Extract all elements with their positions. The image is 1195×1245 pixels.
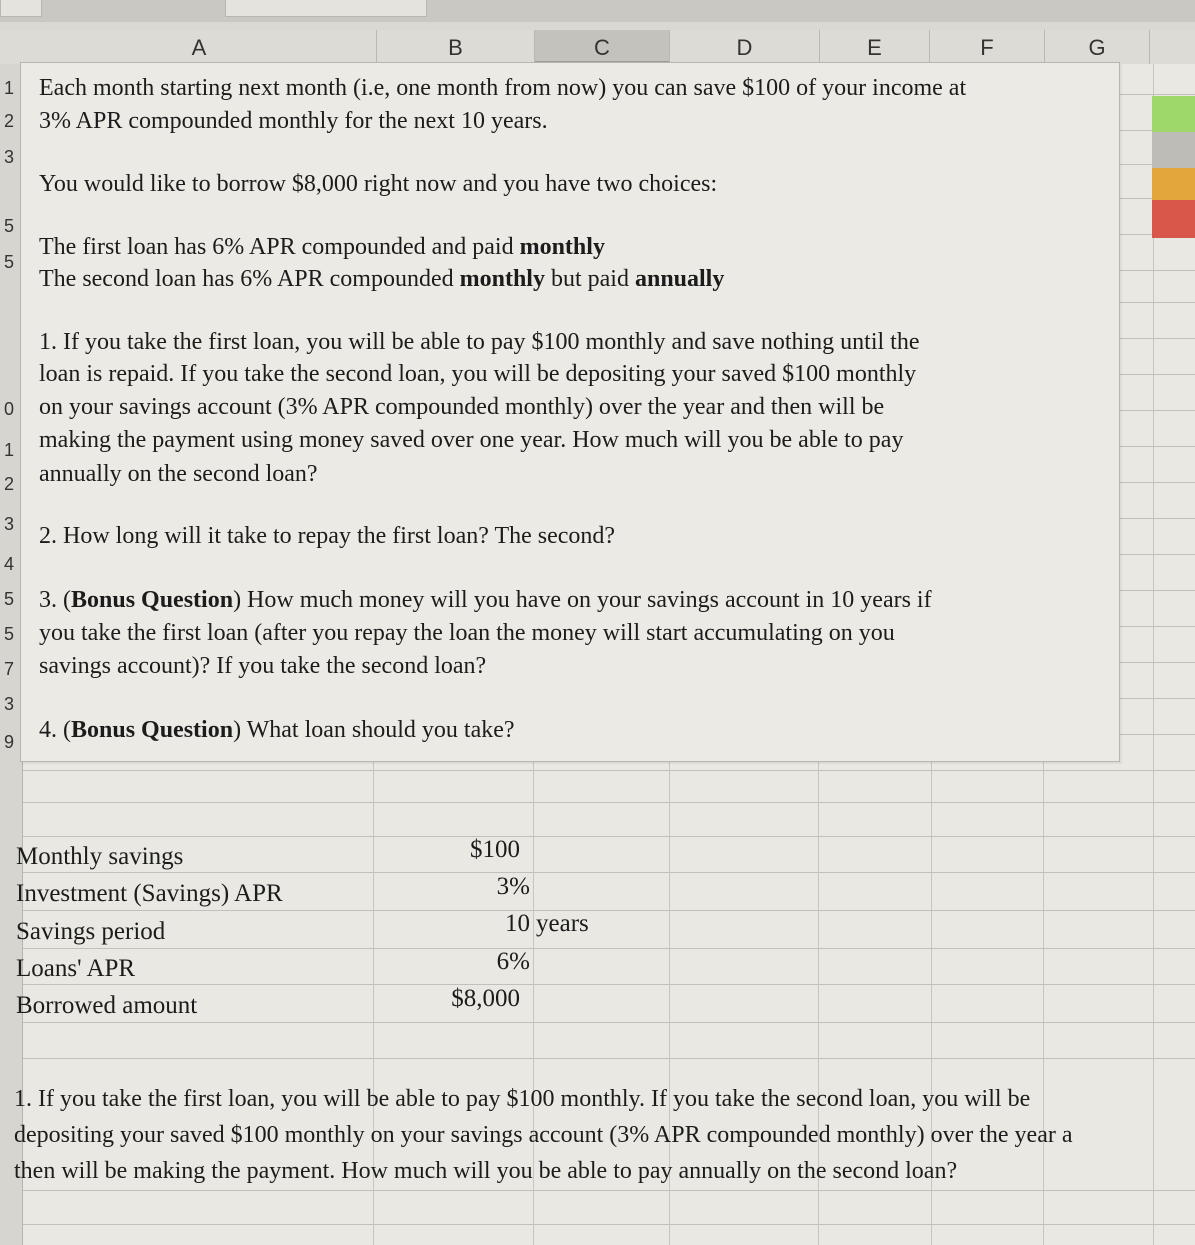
row-number[interactable]: 7	[3, 659, 14, 679]
question-1-line: annually on the second loan?	[39, 461, 318, 487]
column-header-row	[0, 30, 1195, 65]
row-number[interactable]: 2	[3, 474, 14, 494]
question-3-line: 3. (Bonus Question) How much money will you have on your savings account in 10 years if	[39, 587, 932, 613]
borrowed-amount-label[interactable]: Borrowed amount	[16, 992, 198, 1019]
question-1-line: on your savings account (3% APR compounded monthly) over the year and then will be	[39, 394, 885, 420]
savings-apr-value[interactable]: 3%	[496, 873, 530, 900]
row-number[interactable]: 2	[3, 111, 14, 131]
sheet-tab[interactable]	[225, 0, 427, 17]
row-number[interactable]: 9	[3, 732, 14, 752]
question-2-line: 2. How long will it take to repay the first loan? The second?	[39, 523, 616, 549]
row-number[interactable]: 5	[3, 252, 14, 272]
borrowed-amount-value[interactable]: $8,000	[451, 985, 520, 1012]
question-1-line: making the payment using money saved over one year. How much will you be able to pay	[39, 427, 904, 453]
borrow-line: You would like to borrow $8,000 right now and you have two choices:	[39, 171, 718, 197]
question-cell-line[interactable]: depositing your saved $100 monthly on your savings account (3% APR compounded monthly) over the year a	[14, 1122, 1073, 1148]
monthly-savings-value[interactable]: $100	[470, 836, 520, 863]
column-header-e[interactable]: E	[820, 30, 930, 64]
question-3-line: savings account)? If you take the second loan?	[39, 653, 487, 679]
question-cell-line[interactable]: 1. If you take the first loan, you will be able to pay $100 monthly. If you take the second loan, you will be	[14, 1086, 1031, 1112]
column-header-f[interactable]: F	[930, 30, 1045, 64]
row-number[interactable]: 5	[3, 216, 14, 236]
row-number[interactable]: 0	[3, 399, 14, 419]
column-header-d[interactable]: D	[670, 30, 820, 64]
intro-line: Each month starting next month (i.e, one month from now) you can save $100 of your income at	[39, 75, 967, 101]
color-fill-cell[interactable]	[1152, 96, 1195, 132]
row-number[interactable]: 3	[3, 147, 14, 167]
loan1-line: The first loan has 6% APR compounded and paid monthly	[39, 234, 605, 260]
window-top-strip	[0, 0, 1195, 22]
problem-text-box[interactable]	[20, 62, 1120, 762]
question-1-line: 1. If you take the first loan, you will be able to pay $100 monthly and save nothing until the	[39, 329, 920, 355]
row-number[interactable]: 5	[3, 589, 14, 609]
row-number[interactable]: 1	[3, 78, 14, 98]
savings-apr-label[interactable]: Investment (Savings) APR	[16, 880, 283, 907]
monthly-savings-label[interactable]: Monthly savings	[16, 843, 184, 870]
sheet-tab[interactable]	[0, 0, 42, 17]
row-number[interactable]: 3	[3, 694, 14, 714]
row-number[interactable]: 5	[3, 624, 14, 644]
savings-period-value[interactable]: 10	[505, 910, 530, 937]
row-number[interactable]: 1	[3, 440, 14, 460]
color-fill-cell[interactable]	[1152, 200, 1195, 238]
column-header-g[interactable]: G	[1045, 30, 1150, 64]
loan2-line: The second loan has 6% APR compounded monthly but paid annually	[39, 266, 725, 292]
row-number[interactable]: 4	[3, 554, 14, 574]
column-header-b[interactable]: B	[377, 30, 535, 64]
row-number[interactable]: 3	[3, 514, 14, 534]
question-cell-line[interactable]: then will be making the payment. How much will you be able to pay annually on the second loan?	[14, 1158, 958, 1184]
question-3-line: you take the first loan (after you repay the loan the money will start accumulating on you	[39, 620, 895, 646]
column-header-a[interactable]: A	[22, 30, 377, 64]
intro-line: 3% APR compounded monthly for the next 10 years.	[39, 108, 548, 134]
savings-period-unit[interactable]: years	[536, 910, 589, 937]
savings-period-label[interactable]: Savings period	[16, 918, 166, 945]
question-4-line: 4. (Bonus Question) What loan should you take?	[39, 717, 515, 743]
loans-apr-value[interactable]: 6%	[496, 948, 530, 975]
column-header-c[interactable]: C	[535, 30, 670, 64]
question-1-line: loan is repaid. If you take the second loan, you will be depositing your saved $100 monthly	[39, 361, 917, 387]
loans-apr-label[interactable]: Loans' APR	[16, 955, 136, 982]
color-fill-cell[interactable]	[1152, 168, 1195, 200]
color-fill-cell[interactable]	[1152, 132, 1195, 168]
